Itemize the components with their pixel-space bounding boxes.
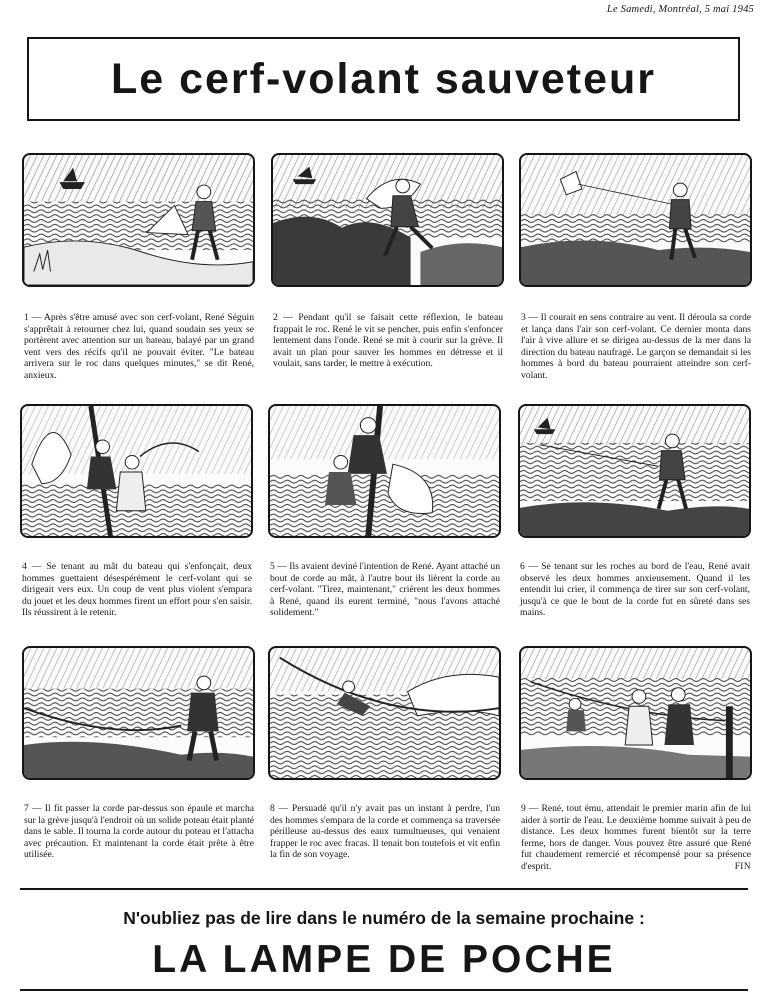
comic-panel-8 [268, 646, 501, 780]
comic-panel-1 [22, 153, 255, 287]
caption-6: 6 — Se tenant sur les roches au bord de l'eau, René avait observé les deux hommes anxieusement. Quand il les entendit lui crier, il commença de tirer sur son cerf-volant, jusqu'à ce que le bout de la corde fut en sûreté dans ses mains. [520, 561, 750, 619]
comic-panel-6 [518, 404, 751, 538]
caption-9-text: 9 — René, tout ému, attendait le premier marin afin de lui aider à sortir de l'eau. Le deuxième homme suivait à peu de distance. Les deux hommes furent bientôt sur la terre ferme, hors de danger. Vous pouvez être assuré que René fut chaudement remercié et récompensé pour sa présence d'esprit. [521, 803, 751, 872]
comic-panel-3 [519, 153, 752, 287]
next-issue-title: LA LAMPE DE POCHE [152, 938, 616, 981]
caption-4: 4 — Se tenant au mât du bateau qui s'enfonçait, deux hommes guettaient désespérément le cerf-volant qui se dirigeait vers eux. Un coup de vent plus violent s'empara du jouet et les deux hommes firent un effort pour s'en saisir. Ils réussirent à le retenir. [22, 561, 252, 619]
publication-line: Le Samedi, Montréal, 5 mai 1945 [606, 4, 754, 15]
caption-1: 1 — Après s'être amusé avec son cerf-volant, René Séguin s'apprêtait à retourner chez lui, quand soudain ses yeux se portèrent avec attention sur un bateau, balayé par un grand vent vers des récifs qu'il ne pouvait éviter. "Le bateau arrivera sur le roc dans quelques minutes," se dit René, anxieux. [24, 312, 254, 381]
comic-panel-5 [268, 404, 501, 538]
footer-bottom-rule [20, 989, 748, 991]
footer-top-rule [20, 888, 748, 890]
comic-panel-7 [22, 646, 255, 780]
caption-3: 3 — Il courait en sens contraire au vent. Il déroula sa corde et lança dans l'air son cerf-volant. Ce dernier monta dans l'air à vive allure et se dirigea au-dessus de la mer dans la direction du bateau naufragé. Le garçon se demandait si les hommes à bord du bateau pourraient atteindre son cerf-volant. [521, 312, 751, 381]
caption-9 [521, 803, 751, 873]
title-box [27, 37, 740, 121]
end-mark: FIN [734, 860, 751, 871]
comic-panel-4 [20, 404, 253, 538]
page-title: Le cerf-volant sauveteur [110, 54, 657, 103]
caption-2: 2 — Pendant qu'il se faisait cette réflexion, le bateau frappait le roc. René le vit se pencher, puis enfin s'enfoncer lentement dans l'onde. René se mit à courir sur la grève. Il avait un plan pour sauver les hommes en détresse et il voulait, sans tarder, le mettre à exécution. [273, 312, 503, 370]
caption-8: 8 — Persuadé qu'il n'y avait pas un instant à perdre, l'un des hommes s'empara de la corde et commença sa traversée périlleuse au-dessus des eaux tumultueuses, qui venaient frapper le roc avec fracas. Il tenait bon toutefois et vit enfin la fin de son voyage. [270, 803, 500, 861]
caption-7: 7 — Il fit passer la corde par-dessus son épaule et marcha sur la grève jusqu'à l'endroit où un solide poteau était planté dans le sable. Il tourna la corde autour du poteau et l'attacha avec précaution. Et maintenant la corde était prête à être utilisée. [24, 803, 254, 861]
caption-5: 5 — Ils avaient deviné l'intention de René. Ayant attaché un bout de corde au mât, à l'autre bout ils lièrent la corde au cerf-volant. "Tirez, maintenant," crièrent les deux hommes à René, quand ils eurent terminé, "nous l'avons attaché solidement." [270, 561, 500, 619]
next-issue-intro: N'oubliez pas de lire dans le numéro de la semaine prochaine : [123, 908, 645, 928]
comic-panel-2 [271, 153, 504, 287]
comic-panel-9 [519, 646, 752, 780]
